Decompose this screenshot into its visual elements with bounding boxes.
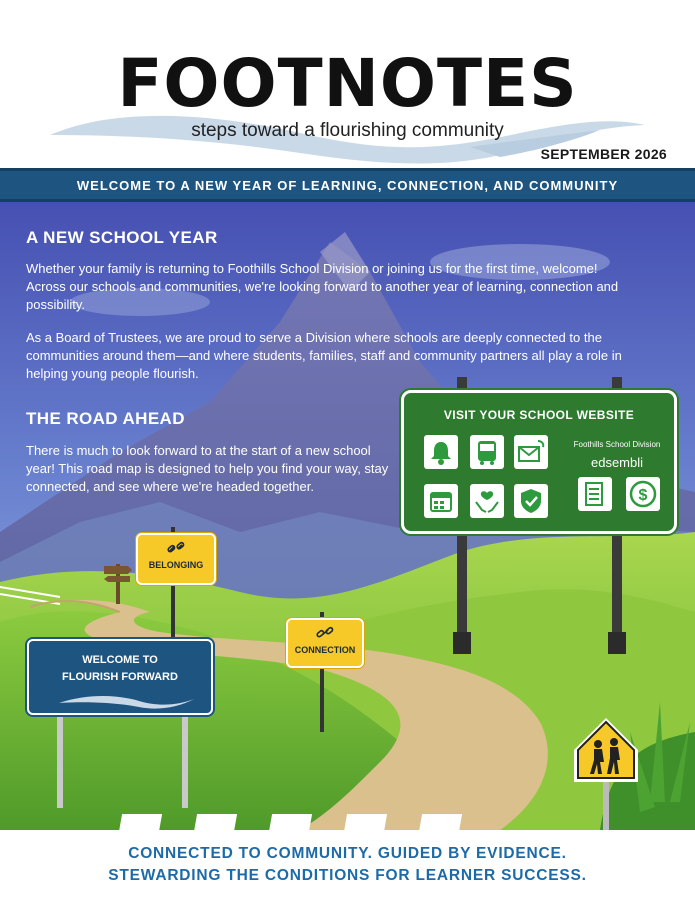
link-icon	[316, 625, 334, 639]
division-name: Foothills School Division	[573, 440, 661, 449]
masthead-subtitle: steps toward a flourishing community	[191, 120, 504, 141]
calendar-icon[interactable]	[424, 484, 458, 518]
welcome-sign-line2: FLOURISH FORWARD	[62, 671, 178, 683]
welcome-sign-line1: WELCOME TO	[82, 654, 158, 666]
masthead-title: FOOTNOTES	[117, 45, 578, 122]
bell-icon[interactable]	[424, 435, 458, 469]
welcome-sign	[27, 639, 213, 715]
masthead	[0, 0, 695, 168]
school-crossing-sign	[572, 716, 640, 784]
edsembli-brand: edsembli	[590, 455, 644, 470]
footer-line-1: CONNECTED TO COMMUNITY. GUIDED BY EVIDENCE.	[128, 845, 567, 862]
section1-paragraph-1: Whether your family is returning to Foothills School Division or joining us for the first time, welcome! Across our schools and communities, we're looking forward to another year of learning, connection and possibility.	[26, 261, 619, 312]
footer-line-2: STEWARDING THE CONDITIONS FOR LEARNER SUCCESS.	[108, 867, 587, 884]
section1-paragraph-2: As a Board of Trustees, we are proud to serve a Division where schools are deeply connected to the communities around them—and where students, families, staff and community partners all play a role in helping young people flourish.	[26, 330, 622, 381]
school-website-sign[interactable]	[401, 390, 677, 534]
footer-tagline	[0, 830, 695, 900]
email-phone-icon[interactable]	[514, 435, 548, 469]
connection-sign	[286, 618, 364, 668]
bus-icon[interactable]	[470, 435, 504, 469]
dollar-icon[interactable]	[626, 477, 660, 511]
section-heading-new-school-year: A NEW SCHOOL YEAR	[26, 228, 218, 247]
wave-logo	[29, 691, 211, 711]
svg-text:$: $	[638, 487, 648, 504]
shield-check-icon[interactable]	[514, 484, 548, 518]
section-heading-road-ahead: THE ROAD AHEAD	[26, 409, 185, 428]
belonging-sign	[136, 533, 216, 585]
welcome-banner	[0, 168, 695, 202]
website-sign-title: VISIT YOUR SCHOOL WEBSITE	[443, 408, 635, 422]
link-icon	[167, 540, 185, 554]
document-icon[interactable]	[578, 477, 612, 511]
hands-heart-icon[interactable]	[470, 484, 504, 518]
connection-label: CONNECTION	[294, 645, 356, 655]
section2-paragraph: There is much to look forward to at the start of a new school year! This road map is designed to help you find your way, stay connected, and see where we're headed together.	[26, 443, 389, 494]
illustration-scene	[0, 202, 695, 830]
issue-date: SEPTEMBER 2026	[540, 146, 667, 162]
belonging-label: BELONGING	[148, 560, 204, 570]
banner-text: WELCOME TO A NEW YEAR OF LEARNING, CONNECTION, AND COMMUNITY	[76, 177, 619, 193]
